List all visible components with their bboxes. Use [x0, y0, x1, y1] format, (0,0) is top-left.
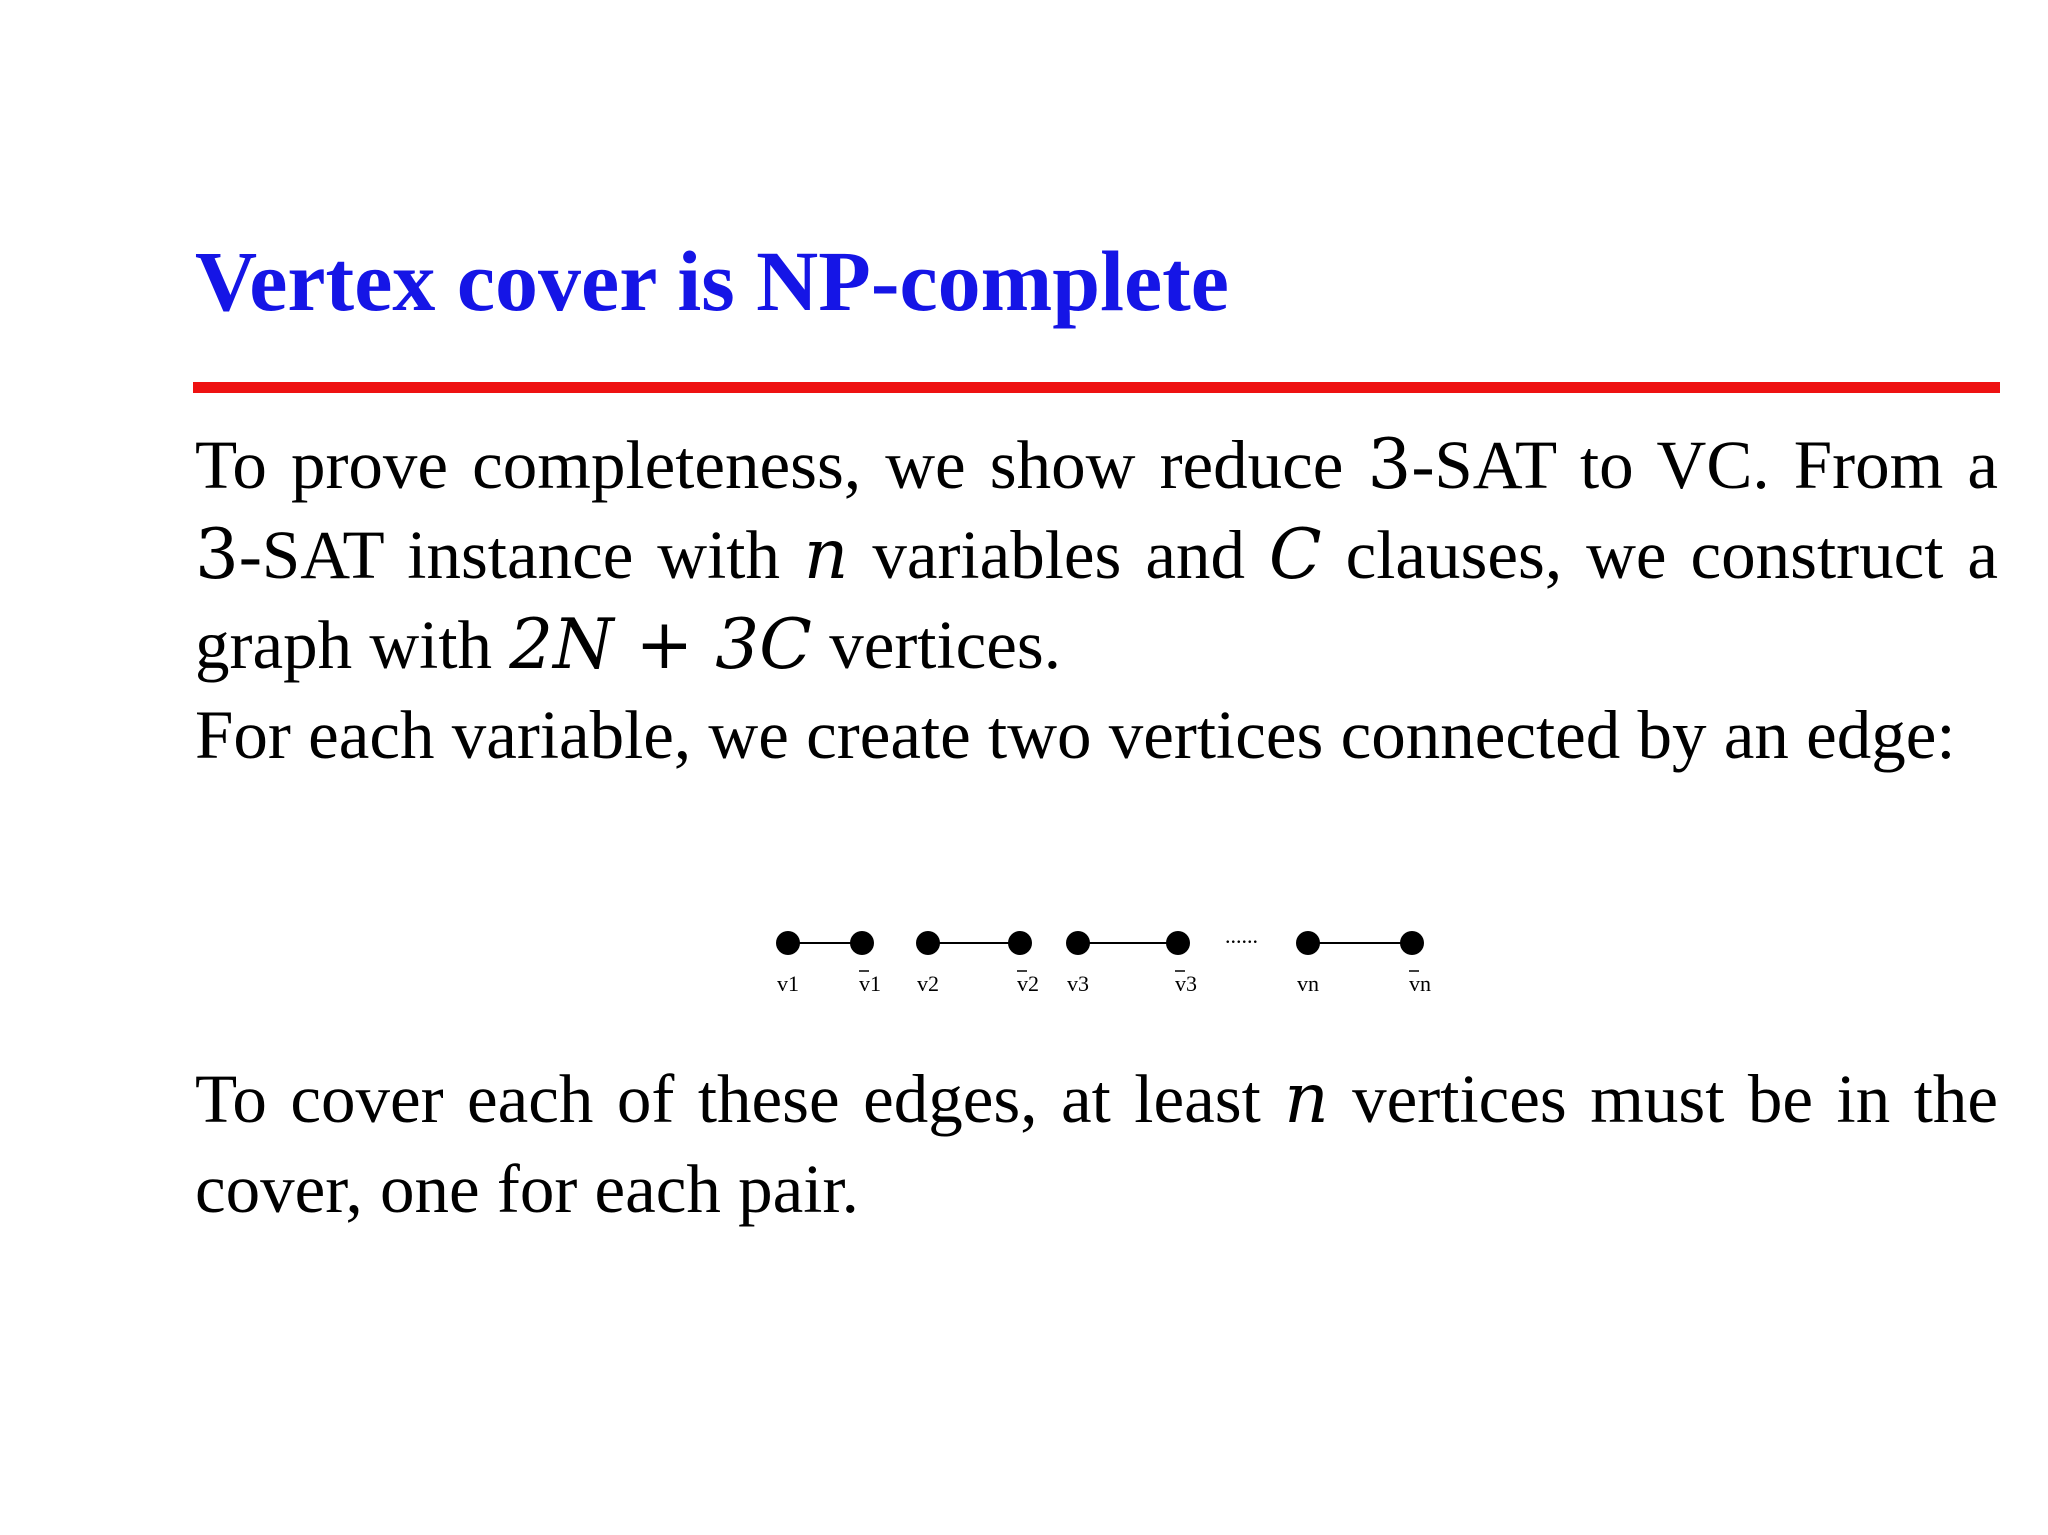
vertex-2-right	[1008, 931, 1032, 955]
vertex-4-right	[1400, 931, 1424, 955]
vertex-label-1-left: v1	[777, 971, 799, 996]
math-c: C	[1268, 515, 1322, 595]
math-n: n	[1284, 1059, 1329, 1139]
math-n: n	[803, 515, 849, 595]
vertex-4-left	[1296, 931, 1320, 955]
text-run: -SAT to VC. From a	[1411, 427, 1998, 503]
vertex-label-2-right: v2	[1017, 971, 1039, 996]
paragraph-cover-bound	[195, 1054, 1998, 1234]
paragraph-variable-gadget: For each variable, we create two vertices connected by an edge:	[195, 697, 1956, 773]
vertex-1-left	[776, 931, 800, 955]
text-run: vertices must be in the cover, one for each pair.	[195, 1061, 1998, 1227]
vertex-label-1-right: v1	[859, 971, 881, 996]
slide-title: Vertex cover is NP-complete	[195, 233, 1229, 329]
vertex-2-left	[916, 931, 940, 955]
text-run: To prove completeness, we show reduce	[195, 427, 1368, 503]
math-three: 3	[1367, 425, 1412, 505]
variable-gadget-diagram	[760, 915, 1460, 1015]
vertex-label-4-right: vn	[1409, 971, 1431, 996]
vertex-label-4-left: vn	[1297, 971, 1319, 996]
vertex-label-3-left: v3	[1067, 971, 1089, 996]
text-run: vertices.	[811, 607, 1061, 683]
text-run: -SAT instance with	[238, 517, 804, 593]
paragraph-reduction	[195, 420, 1998, 690]
vertex-label-2-left: v2	[917, 971, 939, 996]
variable-gadget-svg	[760, 915, 1460, 1015]
vertex-3-left	[1066, 931, 1090, 955]
diagram-ellipsis: ......	[1225, 923, 1258, 948]
text-run: clauses, we construct a graph with	[195, 517, 1998, 683]
text-run: To cover each of these edges, at least	[195, 1061, 1285, 1137]
vertex-3-right	[1166, 931, 1190, 955]
vertex-label-3-right: v3	[1175, 971, 1197, 996]
math-three: 3	[195, 515, 239, 595]
title-rule	[193, 382, 2000, 393]
math-vertex-count: 2N + 3C	[509, 605, 812, 685]
text-run: variables and	[848, 517, 1269, 593]
vertex-1-right	[850, 931, 874, 955]
